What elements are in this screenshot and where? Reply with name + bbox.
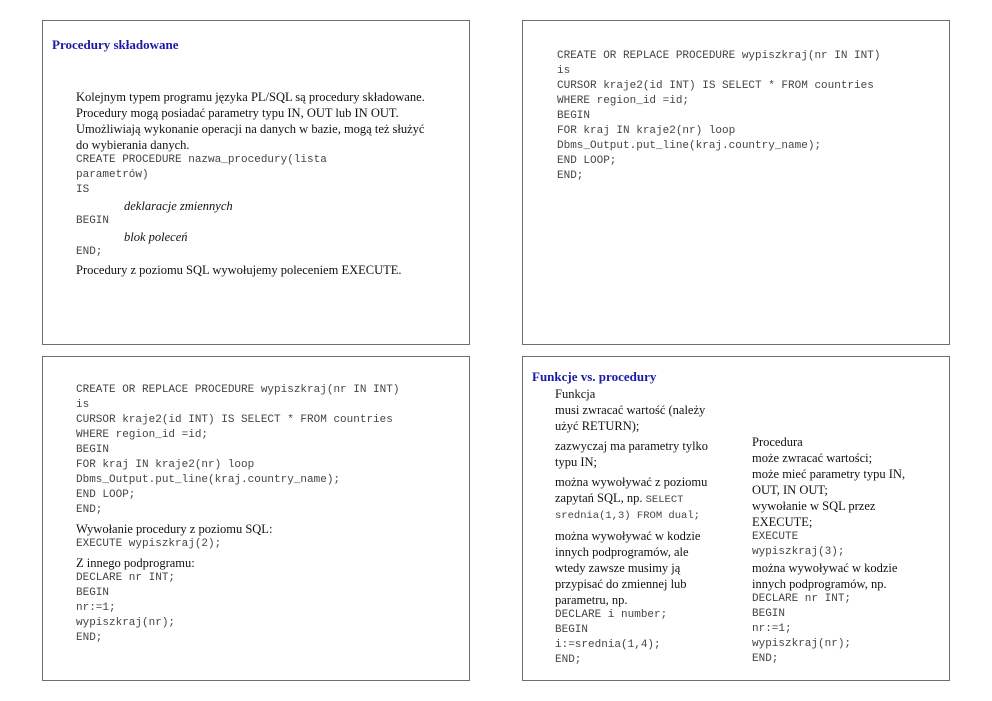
code-line: BEGIN xyxy=(557,110,591,122)
inline-code: srednia(1,3) FROM dual; xyxy=(555,510,700,522)
code-line: wypiszkraj(nr); xyxy=(752,638,852,650)
procedure-line: OUT, IN OUT; xyxy=(752,483,828,497)
code-line: END LOOP; xyxy=(76,489,136,501)
procedure-heading: Procedura xyxy=(752,435,803,449)
code-line: END; xyxy=(752,653,779,665)
code-line: FOR kraj IN kraje2(nr) loop xyxy=(557,125,736,137)
procedure-line: EXECUTE; xyxy=(752,515,813,529)
function-line: użyć RETURN); xyxy=(555,419,640,433)
code-line: DECLARE nr INT; xyxy=(76,572,176,584)
function-line: wtedy zawsze musimy ją xyxy=(555,561,681,575)
code-line: EXECUTE xyxy=(752,531,799,543)
subprogram-label: Z innego podprogramu: xyxy=(76,556,195,570)
function-line: innych podprogramów, ale xyxy=(555,545,689,559)
code-line: nr:=1; xyxy=(752,623,792,635)
code-line: EXECUTE wypiszkraj(2); xyxy=(76,538,222,550)
code-line: BEGIN xyxy=(76,587,110,599)
code-line: END; xyxy=(76,632,103,644)
function-line: typu IN; xyxy=(555,455,598,469)
code-line: i:=srednia(1,4); xyxy=(555,639,661,651)
code-line: WHERE region_id =id; xyxy=(557,95,690,107)
code-line: END; xyxy=(557,170,584,182)
code-line: DECLARE i number; xyxy=(555,609,668,621)
code-line: is xyxy=(557,65,571,77)
declarations-placeholder: deklaracje zmiennych xyxy=(124,199,233,213)
function-line: przypisać do zmiennej lub xyxy=(555,577,687,591)
code-line: CURSOR kraje2(id INT) IS SELECT * FROM countries xyxy=(557,80,874,92)
code-line: wypiszkraj(nr); xyxy=(76,617,176,629)
inline-code: SELECT xyxy=(645,494,684,506)
procedure-line: można wywoływać w kodzie xyxy=(752,561,898,575)
code-line: FOR kraj IN kraje2(nr) loop xyxy=(76,459,255,471)
slide-procedure-call xyxy=(42,356,470,681)
procedure-column xyxy=(752,434,942,667)
call-label: Wywołanie procedury z poziomu SQL: xyxy=(76,522,273,536)
slide-procedure-example xyxy=(522,20,950,345)
code-line: Dbms_Output.put_line(kraj.country_name); xyxy=(76,474,341,486)
code-line: BEGIN xyxy=(76,215,110,227)
code-line: END; xyxy=(76,246,103,258)
function-text: zapytań SQL, np. xyxy=(555,491,646,505)
code-line: END; xyxy=(76,504,103,516)
slide-title: Funkcje vs. procedury xyxy=(532,369,657,384)
function-line: parametru, np. xyxy=(555,593,628,607)
code-line: CURSOR kraje2(id INT) IS SELECT * FROM countries xyxy=(76,414,393,426)
code-line: CREATE PROCEDURE nazwa_procedury(lista xyxy=(76,154,327,166)
code-line: Dbms_Output.put_line(kraj.country_name); xyxy=(557,140,822,152)
code-line: CREATE OR REPLACE PROCEDURE wypiszkraj(nr IN INT) xyxy=(557,50,881,62)
function-line: można wywoływać z poziomu xyxy=(555,475,708,489)
function-heading: Funkcja xyxy=(555,387,596,401)
code-line: IS xyxy=(76,184,90,196)
code-line: WHERE region_id =id; xyxy=(76,429,209,441)
code-line: END LOOP; xyxy=(557,155,617,167)
procedure-line: może mieć parametry typu IN, xyxy=(752,467,906,481)
slide-functions-vs-procedures xyxy=(522,356,950,681)
code-block xyxy=(557,49,880,184)
code-line: parametrów) xyxy=(76,169,149,181)
intro-line: Procedury mogą posiadać parametry typu IN, OUT lub IN OUT. xyxy=(76,106,399,120)
function-column xyxy=(555,402,745,668)
code-line: BEGIN xyxy=(76,444,110,456)
code-line: DECLARE nr INT; xyxy=(752,593,852,605)
code-line: is xyxy=(76,399,90,411)
code-line: CREATE OR REPLACE PROCEDURE wypiszkraj(nr IN INT) xyxy=(76,384,400,396)
slide-stored-procedures xyxy=(42,20,470,345)
intro-line: Kolejnym typem programu języka PL/SQL są procedury składowane. xyxy=(76,90,425,104)
slide-body xyxy=(76,89,460,278)
function-line: zazwyczaj ma parametry tylko xyxy=(555,439,709,453)
intro-line: do wybierania danych. xyxy=(76,138,190,152)
procedure-line: może zwracać wartości; xyxy=(752,451,873,465)
footer-text: Procedury z poziomu SQL wywołujemy poleceniem EXECUTE. xyxy=(76,263,402,277)
slide-title: Procedury składowane xyxy=(52,37,179,52)
block-placeholder: blok poleceń xyxy=(124,230,188,244)
slide-body xyxy=(76,383,460,646)
code-line: wypiszkraj(3); xyxy=(752,546,845,558)
code-line: nr:=1; xyxy=(76,602,116,614)
code-line: BEGIN xyxy=(555,624,589,636)
procedure-line: wywołanie w SQL przez xyxy=(752,499,876,513)
intro-line: Umożliwiają wykonanie operacji na danych w bazie, mogą też służyć xyxy=(76,122,425,136)
function-line xyxy=(555,490,745,508)
code-line: END; xyxy=(555,654,582,666)
function-line: można wywoływać w kodzie xyxy=(555,529,701,543)
function-line: musi zwracać wartość (należy xyxy=(555,403,706,417)
code-line: BEGIN xyxy=(752,608,786,620)
procedure-line: innych podprogramów, np. xyxy=(752,577,887,591)
